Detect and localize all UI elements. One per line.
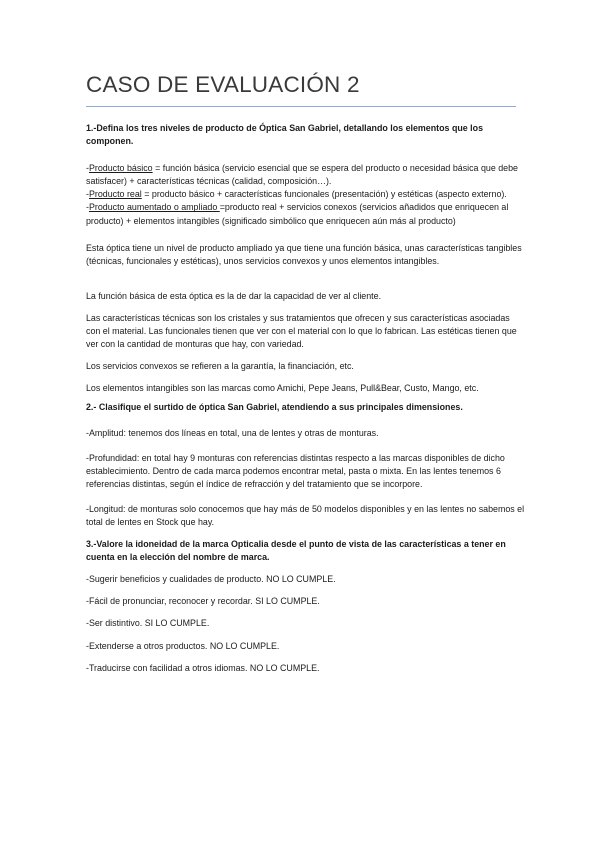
q2-length: -Longitud: de monturas solo conocemos que hay más de 50 modelos disponibles y en las lentes no sabemos el total de lentes en Stock que hay.: [86, 503, 525, 527]
q2-amplitude: -Amplitud: tenemos dos líneas en total, una de lentes y otras de monturas.: [86, 427, 379, 438]
q1-summary: Esta óptica tiene un nivel de producto ampliado ya que tiene una función básica, unas características tangibles (técnicas, funcionales y estéticas), unos servicios convexos y unos elementos intangibles.: [86, 242, 522, 266]
q3-item-benefits: -Sugerir beneficios y cualidades de producto. NO LO CUMPLE.: [86, 574, 336, 585]
level-augmented: -Producto aumentado o ampliado =producto real + servicios conexos (servicios añadidos que enriquecen al producto) + elementos intangibles (significado simbólico que enriquecen aún más al producto): [86, 202, 509, 226]
q3-item-distinctive: -Ser distintivo. SI LO CUMPLE.: [86, 618, 210, 629]
question-1: 1.-Defina los tres niveles de producto de Óptica San Gabriel, detallando los elementos que los componen.: [86, 123, 484, 147]
document-title: CASO DE EVALUACIÓN 2: [86, 72, 360, 97]
q1-detail-services: Los servicios convexos se refieren a la garantía, la financiación, etc.: [86, 361, 354, 372]
q1-detail-basic-function: La función básica de esta óptica es la de dar la capacidad de ver al cliente.: [86, 290, 382, 301]
level-basic: -Producto básico = función básica (servicio esencial que se espera del producto o necesidad básica que debe satisfacer) + características técnicas (calidad, composición…).: [86, 163, 518, 187]
document-body: [86, 122, 526, 675]
q3-item-translate: -Traducirse con facilidad a otros idiomas. NO LO CUMPLE.: [86, 662, 320, 673]
q1-detail-intangibles: Los elementos intangibles son las marcas como Amichi, Pepe Jeans, Pull&Bear, Custo, Mango, etc.: [86, 383, 479, 394]
q3-item-extend: -Extenderse a otros productos. NO LO CUMPLE.: [86, 640, 280, 651]
question-2: 2.- Clasifique el surtido de óptica San Gabriel, atendiendo a sus principales dimensiones.: [86, 402, 463, 413]
q3-item-pronounce: -Fácil de pronunciar, reconocer y recordar. SI LO CUMPLE.: [86, 596, 320, 607]
level-real: -Producto real = producto básico + características funcionales (presentación) y estéticas (aspecto externo).: [86, 189, 507, 200]
question-3: 3.-Valore la idoneidad de la marca Opticalia desde el punto de vista de las características a tener en cuenta en la elección del nombre de marca.: [86, 539, 506, 563]
title-rule: [86, 106, 516, 107]
q2-depth: -Profundidad: en total hay 9 monturas con referencias distintas respecto a las marcas disponibles de dicho establecimiento. Dentro de cada marca podemos encontrar metal, pasta o mixta. En las lentes tenemos 6 referencias distintas, según el índice de refracción y del tratamiento que se incorpore.: [86, 452, 505, 489]
q1-detail-characteristics: Las características técnicas son los cristales y sus tratamientos que ofrecen y sus características asociadas con el material. Las funcionales tienen que ver con el material con lo que lo fabrican. Las estéticas tienen que ver con la cantidad de monturas que hay, con variedad.: [86, 312, 517, 350]
